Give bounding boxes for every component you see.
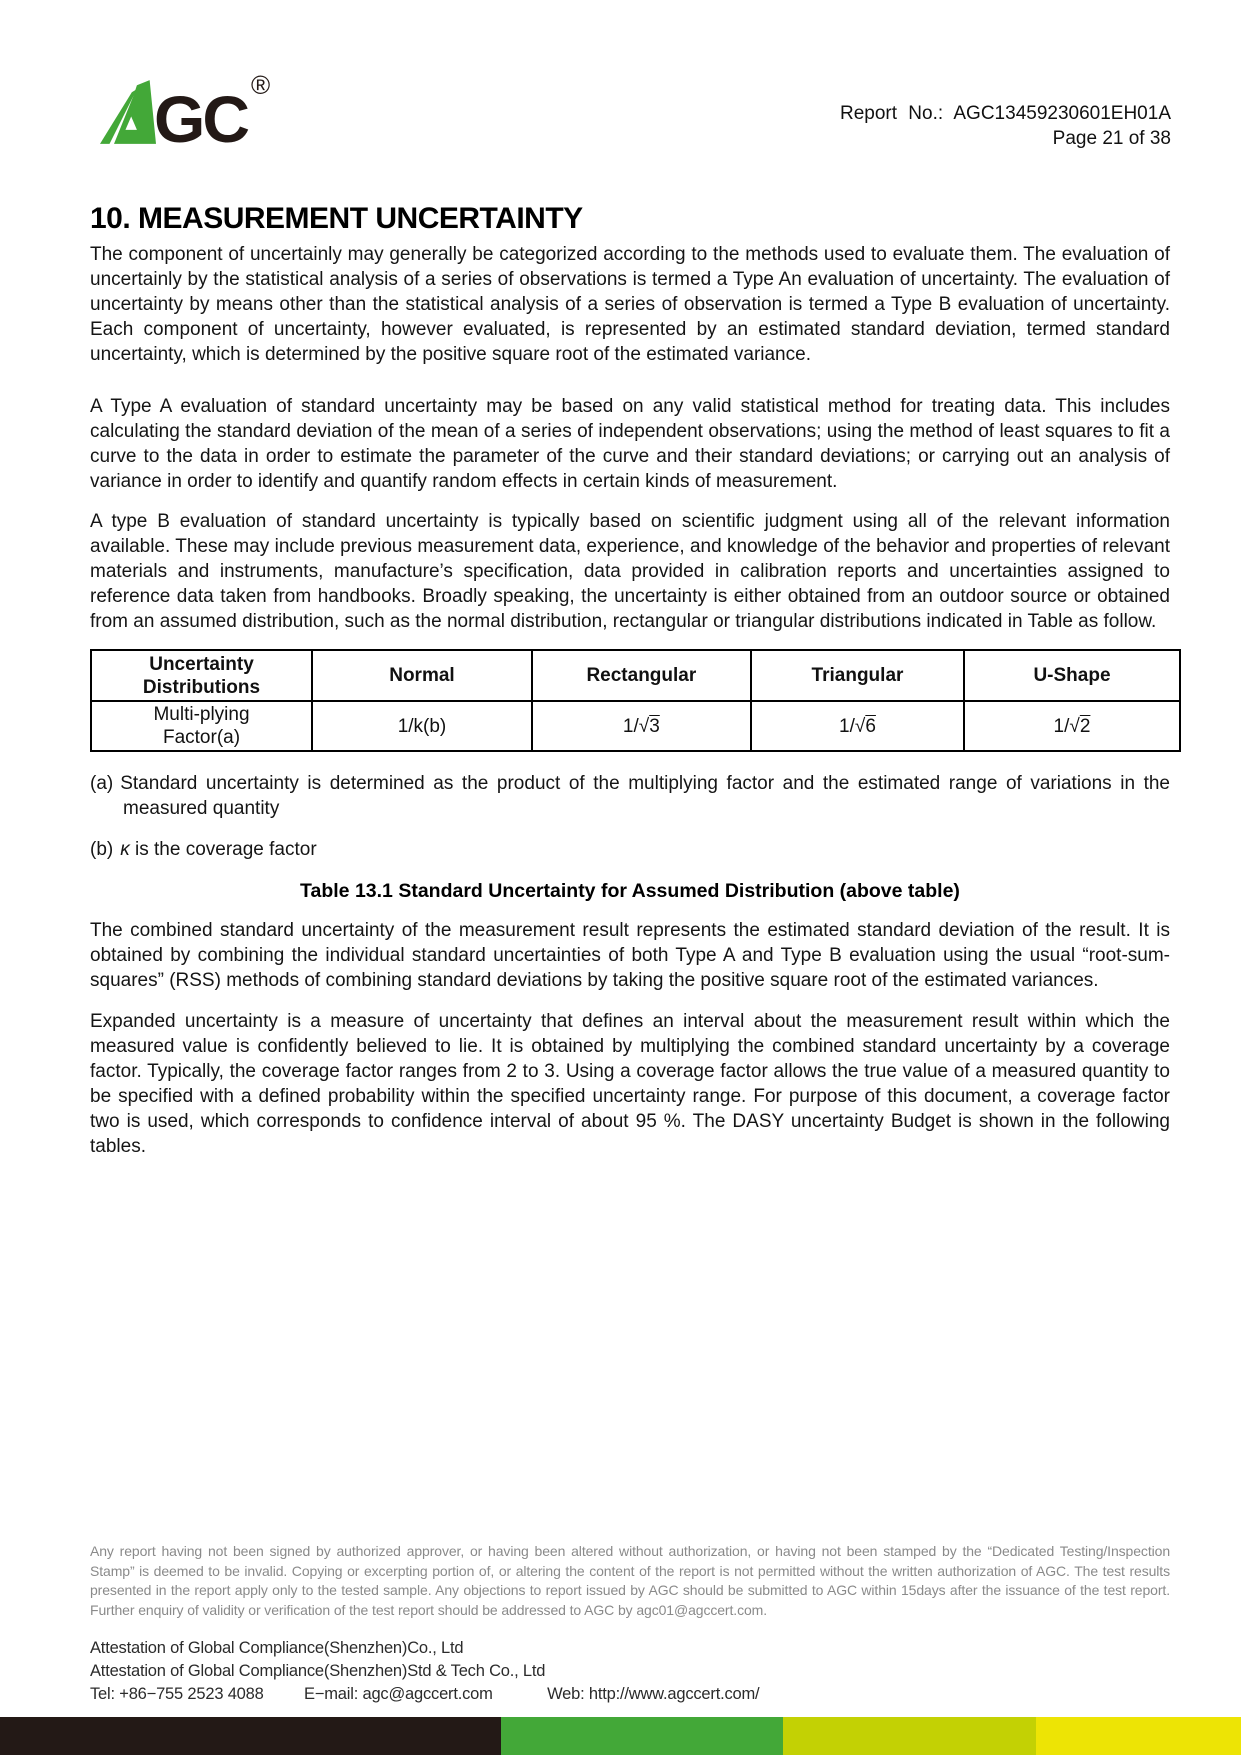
- phone-number: Tel: +86−755 2523 4088: [90, 1685, 264, 1703]
- cell-normal-factor: 1/k(b): [312, 701, 532, 751]
- table-caption: Table 13.1 Standard Uncertainty for Assumed Distribution (above table): [300, 880, 960, 902]
- paragraph-expanded-uncertainty: Expanded uncertainty is a measure of uncertainty that defines an interval about the measurement result within which the measured value is confidently believed to lie. It is obtained by multiplying the combined standard uncertainty by a coverage factor. Typically, the coverage factor ranges from 2 to 3. Using a coverage factor allows the true value of a measured quantity to be specified with a defined probability within the specified uncertainty range. For purpose of this document, a coverage factor two is used, which corresponds to confidence interval of about 95 %. The DASY uncertainty Budget is shown in the following tables.: [90, 1011, 1170, 1157]
- section-heading: 10. MEASUREMENT UNCERTAINTY: [90, 202, 583, 235]
- email-address: E−mail: agc@agccert.com: [304, 1685, 493, 1703]
- agc-logo-a-icon: [100, 80, 156, 144]
- row-label-line2: Factor(a): [162, 727, 241, 748]
- header-normal: Normal: [312, 650, 532, 701]
- cell-triangular-factor: 1/√6: [751, 701, 964, 751]
- paragraph-type-b-evaluation: A type B evaluation of standard uncertainty is typically based on scientific judgment using all of the relevant information available. These may include previous measurement data, experience, and knowledge of the behavior and properties of relevant materials and instruments, manufacture’s specification, data provided in calibration reports and uncertainties assigned to reference data taken from handbooks. Broadly speaking, the uncertainty is either obtained from an outdoor source or obtained from an assumed distribution, such as the normal distribution, rectangular or triangular distributions indicated in Table as follow.: [90, 511, 1170, 632]
- footnote-b-text: is the coverage factor: [129, 839, 317, 860]
- header-u-shape: U-Shape: [964, 650, 1180, 701]
- footnote-a-text: Standard uncertainty is determined as the product of the multiplying factor and the estimated range of variations in the measured quantity: [120, 773, 1170, 819]
- footnote-b-label: (b): [90, 839, 114, 860]
- table-row-multiplying-factor: [91, 701, 1180, 751]
- company-name-2: Attestation of Global Compliance(Shenzhen)Std & Tech Co., Ltd: [90, 1662, 546, 1680]
- company-info: [90, 1637, 1170, 1705]
- paragraph-combined-uncertainty: The combined standard uncertainty of the measurement result represents the estimated standard deviation of the result. It is obtained by combining the individual standard uncertainties of both Type A and Type B evaluation using the usual “root-sum-squares” (RSS) methods of combining standard deviations by taking the positive square root of the estimated variances.: [90, 920, 1170, 991]
- report-disclaimer: Any report having not been signed by authorized approver, or having been altered without authorization, or having not been stamped by the “Dedicated Testing/Inspection Stamp” is deemed to be invalid. Copying or excerpting portion of, or altering the content of the report is not permitted without the written authorization of AGC. The test results presented in the report apply only to the tested sample. Any objections to report issued by AGC should be submitted to AGC within 15days after the issuance of the test report. Further enquiry of validity or verification of the test report should be addressed to AGC by agc01@agccert.com.: [90, 1543, 1170, 1618]
- header-triangular: Triangular: [751, 650, 964, 701]
- row-label-multiplying-factor: [91, 701, 312, 751]
- registered-trademark-icon: ®: [251, 70, 271, 100]
- company-name-1: Attestation of Global Compliance(Shenzhen)Co., Ltd: [90, 1639, 464, 1657]
- footnote-a-label: (a): [90, 773, 114, 794]
- footnote-b: [90, 837, 1170, 862]
- colorbar-segment-dark: [0, 1717, 501, 1755]
- footnote-b-kappa: κ: [120, 839, 130, 860]
- cell-rectangular-factor: 1/√3: [532, 701, 751, 751]
- row-label-line1: Multi-plying: [153, 704, 250, 725]
- header-rectangular: Rectangular: [532, 650, 751, 701]
- agc-logo: [100, 70, 271, 156]
- report-number: Report No.: AGC13459230601EH01A: [840, 103, 1171, 124]
- footnote-a: [90, 771, 1170, 821]
- cell-u-shape-factor: 1/√2: [964, 701, 1180, 751]
- agc-logo-text: GC: [154, 82, 247, 156]
- report-info: [840, 101, 1171, 151]
- paragraph-type-a-evaluation: A Type A evaluation of standard uncertainty may be based on any valid statistical method for treating data. This includes calculating the standard deviation of the mean of a series of independent observations; using the method of least squares to fit a curve to the data in order to estimate the parameter of the curve and their standard deviations; or carrying out an analysis of variance in order to identify and quantify random effects in certain kinds of measurement.: [90, 396, 1170, 492]
- header-uncertainty-distributions: Uncertainty Distributions: [91, 650, 312, 701]
- brand-colorbar: [0, 1717, 1241, 1755]
- paragraph-uncertainty-categories: The component of uncertainly may generally be categorized according to the methods used to evaluate them. The evaluation of uncertainly by the statistical analysis of a series of observations is termed a Type An evaluation of uncertainty. The evaluation of uncertainty by means other than the statistical analysis of a series of observation is termed a Type B evaluation of uncertainty. Each component of uncertainty, however evaluated, is represented by an estimated standard deviation, termed standard uncertainty, which is determined by the positive square root of the estimated variance.: [90, 244, 1170, 365]
- company-contact: [90, 1683, 1170, 1705]
- colorbar-segment-green: [501, 1717, 783, 1755]
- table-header-row: [91, 650, 1180, 701]
- uncertainty-distribution-table: [90, 649, 1181, 752]
- page-number: Page 21 of 38: [1052, 128, 1171, 149]
- colorbar-segment-yellowgreen: [783, 1717, 1036, 1755]
- website-url: Web: http://www.agccert.com/: [547, 1685, 760, 1703]
- section-measurement-uncertainty: [90, 203, 1170, 1174]
- colorbar-segment-yellow: [1036, 1717, 1241, 1755]
